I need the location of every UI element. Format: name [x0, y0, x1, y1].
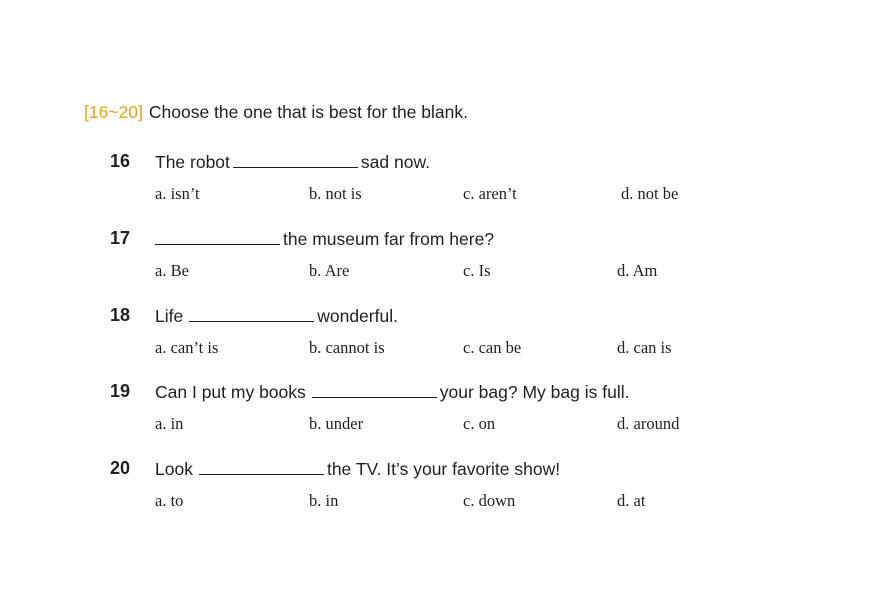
- stem-after-blank: the museum far from here?: [283, 229, 495, 249]
- question-17: [0, 228, 873, 298]
- question-number: 16: [110, 151, 131, 171]
- option-a: a. to: [155, 491, 184, 510]
- option-c: c. down: [463, 491, 516, 510]
- answer-blank: [312, 381, 437, 398]
- option-b: b. Are: [309, 261, 350, 280]
- stem-before-blank: The robot: [155, 152, 230, 172]
- option-c: c. can be: [463, 338, 522, 357]
- question-stem: [155, 305, 398, 327]
- stem-before-blank: Life: [155, 306, 184, 326]
- section-instruction: Choose the one that is best for the blank.: [148, 102, 468, 122]
- option-d: d. at: [617, 491, 646, 510]
- option-a: a. in: [155, 414, 184, 433]
- question-number: 17: [110, 228, 131, 248]
- question-18: [0, 305, 873, 375]
- option-b: b. in: [309, 491, 339, 510]
- question-number: 20: [110, 458, 131, 478]
- option-c: c. on: [463, 414, 496, 433]
- question-stem: [155, 228, 494, 250]
- option-c: c. aren’t: [463, 184, 517, 203]
- option-d: d. can is: [617, 338, 672, 357]
- option-d: d. not be: [621, 184, 679, 203]
- question-stem: [155, 151, 430, 173]
- section-header: [84, 102, 468, 123]
- option-a: a. Be: [155, 261, 189, 280]
- option-a: a. can’t is: [155, 338, 219, 357]
- option-b: b. under: [309, 414, 364, 433]
- stem-after-blank: wonderful.: [317, 306, 398, 326]
- option-c: c. Is: [463, 261, 491, 280]
- stem-before-blank: Can I put my books: [155, 382, 306, 402]
- question-20: [0, 458, 873, 528]
- question-number: 18: [110, 305, 131, 325]
- stem-after-blank: the TV. It’s your favorite show!: [326, 459, 561, 479]
- option-d: d. Am: [617, 261, 658, 280]
- answer-blank: [233, 151, 358, 168]
- stem-after-blank: your bag? My bag is full.: [439, 382, 630, 402]
- option-a: a. isn’t: [155, 184, 200, 203]
- question-stem: [155, 458, 560, 480]
- option-b: b. cannot is: [309, 338, 385, 357]
- answer-blank: [189, 305, 314, 322]
- option-b: b. not is: [309, 184, 362, 203]
- question-16: [0, 151, 873, 221]
- option-d: d. around: [617, 414, 680, 433]
- stem-after-blank: sad now.: [360, 152, 430, 172]
- question-number: 19: [110, 381, 131, 401]
- question-stem: [155, 381, 629, 403]
- stem-before-blank: Look: [155, 459, 193, 479]
- answer-blank: [199, 458, 324, 475]
- question-range: [16~20]: [84, 102, 143, 122]
- answer-blank: [155, 228, 280, 245]
- question-19: [0, 381, 873, 451]
